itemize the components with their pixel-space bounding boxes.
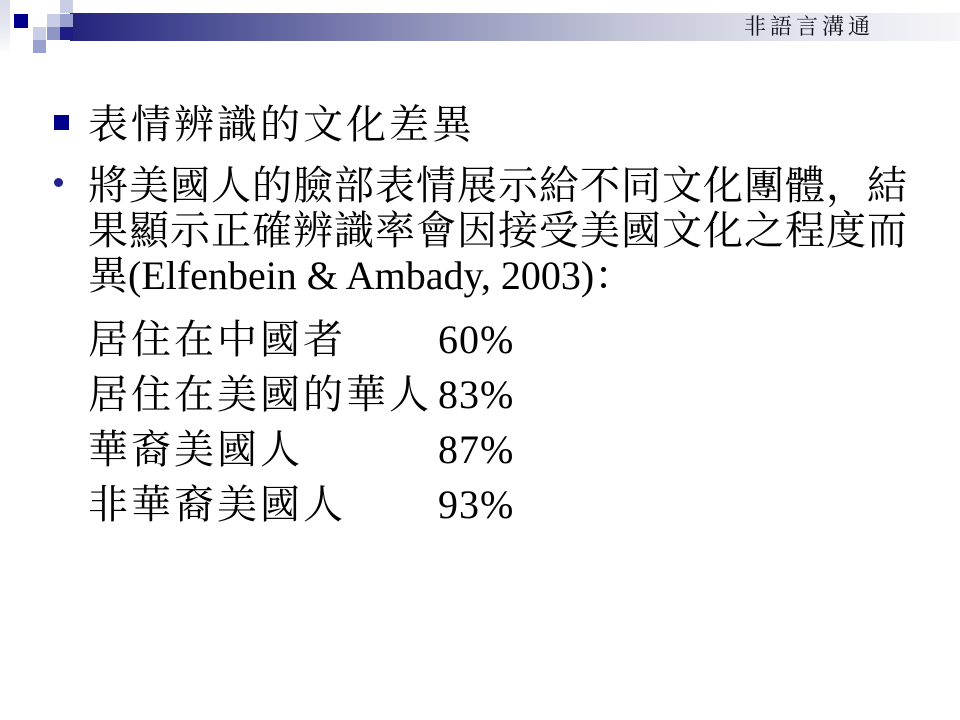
deco-square-light (33, 27, 46, 40)
slide-header-title: 非語言溝通 (743, 14, 874, 39)
slide-heading: 表情辨識的文化差異 (88, 102, 475, 147)
stat-value: 60% (438, 317, 515, 362)
left-gradient-strip (0, 0, 10, 54)
paragraph-line: 將美國人的臉部表情展示給不同文化團體，結 (88, 163, 908, 208)
deco-square-navy (60, 27, 73, 40)
stat-row (88, 477, 648, 532)
deco-square-light (60, 0, 73, 13)
stat-row (88, 367, 648, 422)
dot-bullet-icon (54, 178, 63, 187)
deco-square-medium (60, 14, 73, 27)
square-bullet-icon (54, 115, 69, 130)
stat-label: 居住在中國者 (88, 317, 346, 362)
stat-label: 華裔美國人 (88, 427, 303, 472)
stat-row (88, 422, 648, 477)
stat-row (88, 312, 648, 367)
stats-list (88, 312, 648, 532)
stat-label: 非華裔美國人 (88, 482, 346, 527)
stat-value: 93% (438, 482, 515, 527)
stat-value: 87% (438, 427, 515, 472)
stat-value: 83% (438, 372, 515, 417)
body-paragraph (88, 163, 928, 298)
deco-square-navy (14, 14, 28, 28)
paragraph-line: 異(Elfenbein & Ambady, 2003)： (88, 253, 635, 298)
deco-square-light (47, 14, 60, 27)
paragraph-line: 果顯示正確辨識率會因接受美國文化之程度而 (88, 208, 908, 253)
deco-square-medium (47, 27, 60, 40)
stat-label: 居住在美國的華人 (88, 372, 432, 417)
deco-square-medium (33, 40, 46, 53)
